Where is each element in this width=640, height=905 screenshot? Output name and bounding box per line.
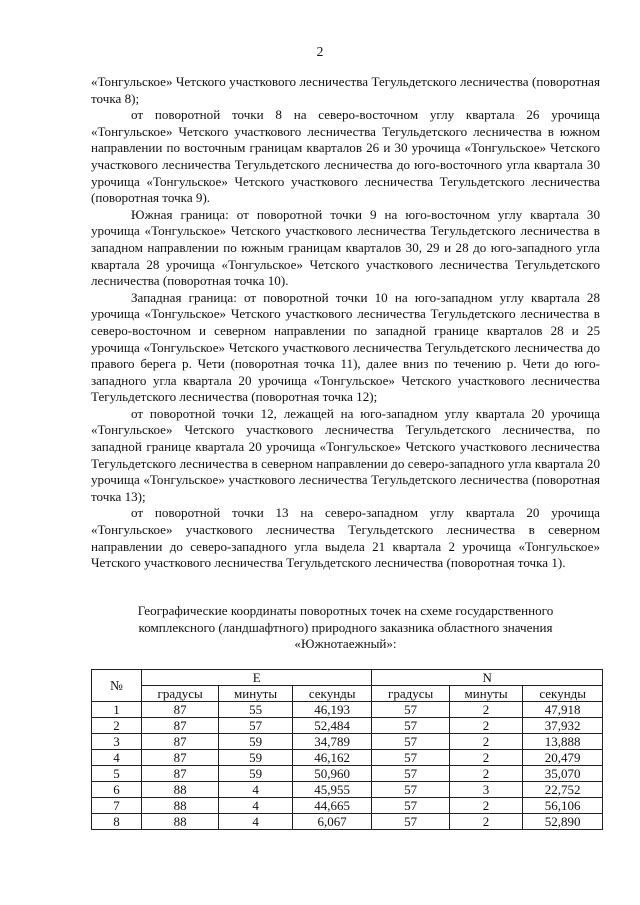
cell: 3 — [449, 782, 523, 798]
caption-line: Географические координаты поворотных точек на схеме государственного — [137, 603, 554, 618]
column-header: градусы — [372, 686, 449, 702]
table-row — [92, 718, 603, 734]
cell: 57 — [372, 718, 449, 734]
cell: 57 — [372, 782, 449, 798]
cell: 59 — [219, 734, 293, 750]
cell: 35,070 — [523, 766, 603, 782]
cell: 2 — [449, 734, 523, 750]
table-row — [92, 814, 603, 830]
cell: 22,752 — [523, 782, 603, 798]
cell: 46,162 — [292, 750, 372, 766]
cell: 87 — [142, 766, 219, 782]
paragraph: от поворотной точки 13 на северо-западном углу квартала 20 урочища «Тонгульское» участкового лесничества Тегульдетского лесничества в северном направлении до северо-западного угла выдела 21 квартала 2 урочища «Тонгульское» Четского участкового лесничества Тегульдетского лесничества (поворотная точка 1). — [91, 505, 600, 571]
paragraph-south-border: Южная граница: от поворотной точки 9 на юго-восточном углу квартала 30 урочища «Тонгульское» Четского участкового лесничества Тегульдетского лесничества в западном направлении по южным границам кварталов 30, 29 и 28 до юго-западного угла квартала 28 урочища «Тонгульское» Четского участкового лесничества Тегульдетского лесничества (поворотная точка 10). — [91, 206, 600, 289]
cell: 47,918 — [523, 702, 603, 718]
cell: 1 — [92, 702, 142, 718]
coordinates-table — [91, 669, 603, 830]
cell: 88 — [142, 782, 219, 798]
cell: 4 — [219, 814, 293, 830]
cell: 2 — [449, 718, 523, 734]
cell: 5 — [92, 766, 142, 782]
table-caption — [91, 603, 600, 653]
cell: 59 — [219, 766, 293, 782]
cell: 4 — [92, 750, 142, 766]
cell: 57 — [372, 814, 449, 830]
cell: 6 — [92, 782, 142, 798]
table-row — [92, 798, 603, 814]
paragraph: от поворотной точки 12, лежащей на юго-западном углу квартала 20 урочища «Тонгульское» Четского участкового лесничества Тегульдетского лесничества, по западной границе квартала 20 урочища «Тонгульское» Четского участкового лесничества Тегульдетского лесничества в северном направлении до северо-западного угла квартала 20 урочища «Тонгульское» участкового лесничества Тегульдетского лесничества (поворотная точка 13); — [91, 405, 600, 504]
cell: 13,888 — [523, 734, 603, 750]
paragraph: от поворотной точки 8 на северо-восточном углу квартала 26 урочища «Тонгульское» Четского участкового лесничества Тегульдетского лесничества в южном направлении по восточным границам кварталов 26 и 30 урочища «Тонгульское» Четского участкового лесничества Тегульдетского лесничества до юго-восточного угла квартала 30 урочища «Тонгульское» Четского участкового лесничества Тегульдетского лесничества (поворотная точка 9). — [91, 107, 600, 206]
cell: 88 — [142, 814, 219, 830]
paragraph-west-border: Западная граница: от поворотной точки 10 на юго-западном углу квартала 28 урочища «Тонгульское» Четского участкового лесничества Тегульдетского лесничества в северо-восточном и северном направлении по западной границе кварталов 28 и 25 урочища «Тонгульское» Четского участкового лесничества Тегульдетского лесничества до правого берега р. Чети (поворотная точка 11), далее вниз по течению р. Чети до юго-западного угла квартала 20 урочища «Тонгульское» Четского участкового лесничества Тегульдетского лесничества (поворотная точка 12); — [91, 289, 600, 405]
cell: 57 — [372, 766, 449, 782]
caption-line: «Южнотаежный»: — [294, 636, 397, 652]
cell: 52,484 — [292, 718, 372, 734]
cell: 87 — [142, 734, 219, 750]
cell: 46,193 — [292, 702, 372, 718]
longitude-group-header: E — [142, 670, 372, 686]
cell: 2 — [449, 750, 523, 766]
table-row — [92, 734, 603, 750]
cell: 87 — [142, 718, 219, 734]
cell: 4 — [219, 782, 293, 798]
cell: 34,789 — [292, 734, 372, 750]
cell: 55 — [219, 702, 293, 718]
column-header: минуты — [219, 686, 293, 702]
cell: 57 — [372, 734, 449, 750]
cell: 2 — [449, 814, 523, 830]
cell: 20,479 — [523, 750, 603, 766]
cell: 87 — [142, 750, 219, 766]
cell: 57 — [219, 718, 293, 734]
table-row — [92, 782, 603, 798]
cell: 7 — [92, 798, 142, 814]
cell: 57 — [372, 702, 449, 718]
page-number: 2 — [316, 44, 324, 59]
column-header: градусы — [142, 686, 219, 702]
cell: 8 — [92, 814, 142, 830]
cell: 57 — [372, 750, 449, 766]
cell: 57 — [372, 798, 449, 814]
cell: 88 — [142, 798, 219, 814]
body-text — [91, 74, 600, 572]
caption-line: комплексного (ландшафтного) природного заказника областного значения — [138, 619, 553, 635]
column-header: минуты — [449, 686, 523, 702]
cell: 6,067 — [292, 814, 372, 830]
cell: 87 — [142, 702, 219, 718]
table-header-row — [92, 670, 603, 686]
table-row — [92, 750, 603, 766]
cell: 2 — [92, 718, 142, 734]
cell: 44,665 — [292, 798, 372, 814]
table-row — [92, 766, 603, 782]
number-column-header: № — [92, 670, 142, 702]
cell: 2 — [449, 766, 523, 782]
cell: 45,955 — [292, 782, 372, 798]
cell: 2 — [449, 798, 523, 814]
cell: 52,890 — [523, 814, 603, 830]
cell: 2 — [449, 702, 523, 718]
cell: 37,932 — [523, 718, 603, 734]
cell: 59 — [219, 750, 293, 766]
table-row — [92, 702, 603, 718]
cell: 4 — [219, 798, 293, 814]
column-header: секунды — [523, 686, 603, 702]
table-subheader-row — [92, 686, 603, 702]
paragraph: «Тонгульское» Четского участкового лесничества Тегульдетского лесничества (поворотная точка 8); — [91, 74, 600, 106]
latitude-group-header: N — [372, 670, 603, 686]
cell: 56,106 — [523, 798, 603, 814]
cell: 50,960 — [292, 766, 372, 782]
cell: 3 — [92, 734, 142, 750]
column-header: секунды — [292, 686, 372, 702]
